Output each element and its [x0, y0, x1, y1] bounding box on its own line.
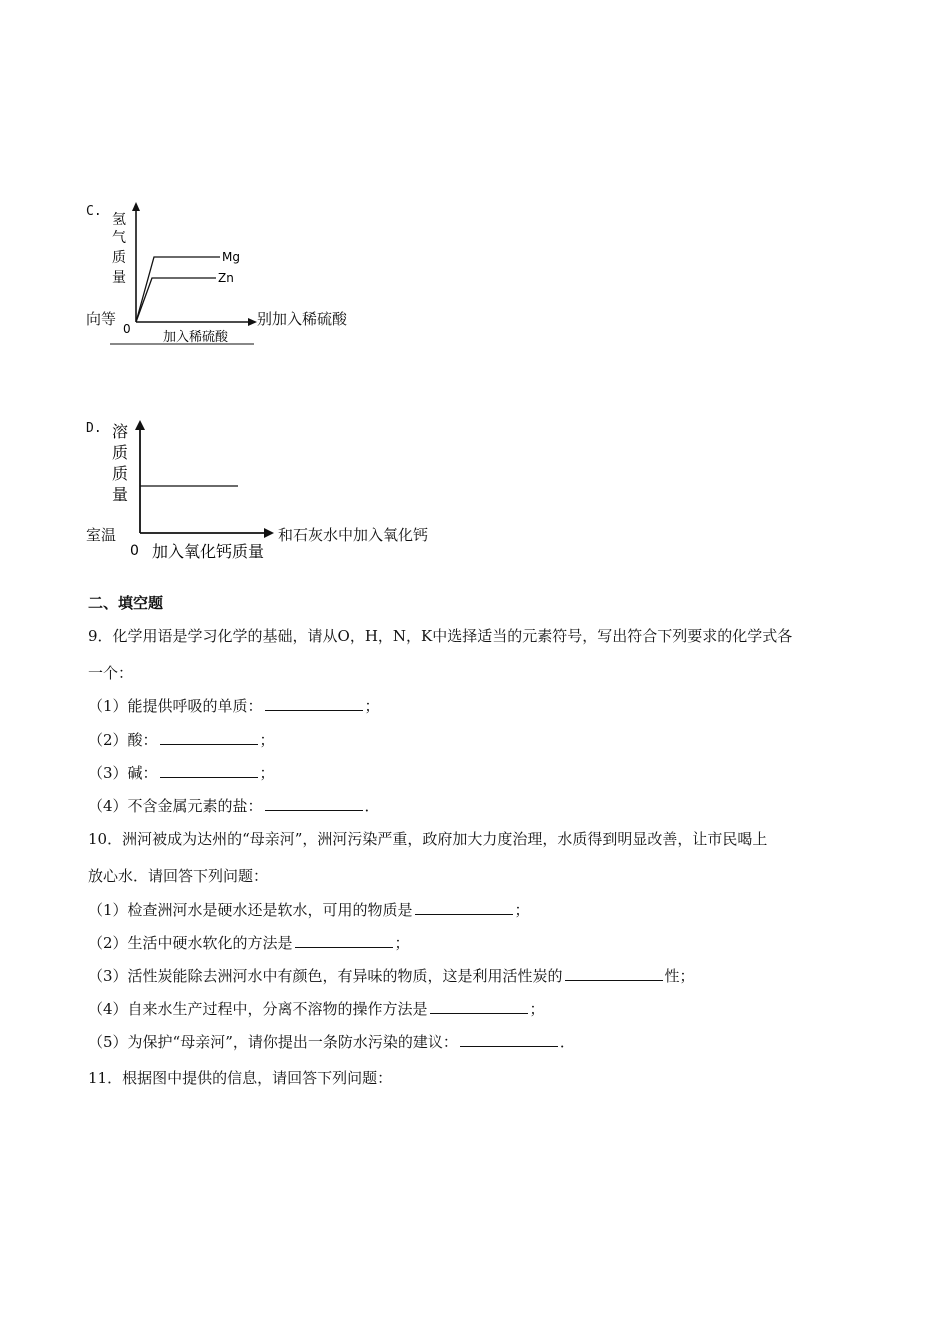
- q9-item: [88, 730, 275, 750]
- answer-blank[interactable]: [415, 900, 513, 915]
- option-c-y-label-char: 氢: [112, 212, 126, 228]
- q10-item-label: （2）生活中硬水软化的方法是: [88, 934, 293, 952]
- q10-item-end: ．: [559, 1033, 575, 1051]
- option-c-x-label: 加入稀硫酸: [163, 330, 229, 345]
- q10-item: [88, 933, 410, 953]
- q10-item-end: ；: [529, 1000, 545, 1018]
- option-c-mg-line: [136, 257, 220, 322]
- answer-blank[interactable]: [460, 1032, 558, 1047]
- option-c-zn-label: Zn: [218, 271, 234, 285]
- q9-item: [88, 696, 380, 716]
- option-d-suffix-text: 和石灰水中加入氧化钙: [278, 526, 429, 544]
- q9-item-end: ．: [364, 797, 380, 815]
- option-c-y-label-char: 质: [112, 250, 126, 266]
- q9-item: [88, 763, 275, 783]
- option-d-letter: D.: [86, 421, 102, 436]
- answer-blank[interactable]: [265, 696, 363, 711]
- q9-item: [88, 796, 380, 816]
- q10-item-end: ；: [394, 934, 410, 952]
- option-d-y-arrow: [135, 420, 145, 430]
- answer-blank[interactable]: [160, 763, 258, 778]
- option-d-y-label-char: 质: [112, 443, 129, 462]
- q10-item-label: （5）为保护“母亲河”，请你提出一条防水污染的建议：: [88, 1033, 458, 1051]
- q10-item-end: ；: [514, 901, 530, 919]
- option-c-x-arrow: [248, 318, 257, 326]
- section-title: 二、填空题: [88, 594, 164, 612]
- q10-item: [88, 1032, 575, 1052]
- option-c-letter: C.: [86, 204, 102, 219]
- option-c-mg-label: Mg: [222, 250, 240, 264]
- q10-stem-line1: 10．洲河被成为达州的“母亲河”，洲河污染严重，政府加大力度治理，水质得到明显改善，让市民喝上: [88, 830, 768, 848]
- option-c-graph: [108, 198, 260, 348]
- option-d-y-label-char: 溶: [112, 422, 129, 441]
- q9-item-label: （2）酸：: [88, 731, 158, 749]
- q9-item-end: ；: [259, 731, 275, 749]
- q10-stem-line2: 放心水．请回答下列问题：: [88, 867, 269, 885]
- q9-item-end: ；: [259, 764, 275, 782]
- option-c-y-label-char: 气: [112, 230, 126, 246]
- q9-item-label: （1）能提供呼吸的单质：: [88, 697, 263, 715]
- answer-blank[interactable]: [430, 999, 528, 1014]
- q9-item-label: （3）碱：: [88, 764, 158, 782]
- q9-stem-line2: 一个：: [88, 664, 134, 682]
- q9-item-end: ；: [364, 697, 380, 715]
- option-d-x-label: 加入氧化钙质量: [152, 542, 265, 561]
- option-d-prefix-text: 室温: [86, 526, 117, 544]
- q10-item-end: 性；: [664, 967, 695, 985]
- option-c-origin: 0: [123, 322, 131, 336]
- q10-item-label: （3）活性炭能除去洲河水中有颜色，有异味的物质，这是利用活性炭的: [88, 967, 563, 985]
- option-d-y-label-char: 量: [112, 485, 129, 504]
- q10-item-label: （4）自来水生产过程中，分离不溶物的操作方法是: [88, 1000, 428, 1018]
- option-d-graph: [108, 415, 280, 563]
- option-d-y-label-char: 质: [112, 464, 129, 483]
- q9-stem-line1: 9．化学用语是学习化学的基础，请从O，H，N，K中选择适当的元素符号，写出符合下列要求的化学式各: [88, 627, 793, 645]
- option-c-zn-line: [136, 278, 216, 322]
- answer-blank[interactable]: [295, 933, 393, 948]
- q10-item: [88, 966, 695, 986]
- answer-blank[interactable]: [565, 966, 663, 981]
- answer-blank[interactable]: [160, 730, 258, 745]
- answer-blank[interactable]: [265, 796, 363, 811]
- option-c-y-label-char: 量: [112, 270, 126, 286]
- option-d-x-arrow: [264, 528, 274, 538]
- q11-stem: 11．根据图中提供的信息，请回答下列问题：: [88, 1069, 393, 1087]
- q9-item-label: （4）不含金属元素的盐：: [88, 797, 263, 815]
- q10-item-label: （1）检查洲河水是硬水还是软水，可用的物质是: [88, 901, 413, 919]
- option-c-prefix-text: 向等: [86, 310, 117, 328]
- option-d-origin: 0: [130, 543, 139, 559]
- option-c-suffix-text: 别加入稀硫酸: [257, 310, 348, 328]
- q10-item: [88, 900, 530, 920]
- option-c-y-arrow: [132, 202, 140, 211]
- q10-item: [88, 999, 545, 1019]
